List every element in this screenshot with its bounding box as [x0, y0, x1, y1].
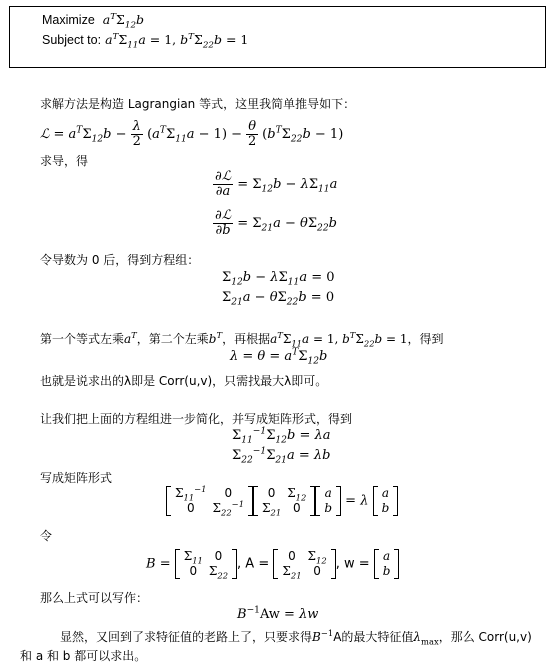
- cross-block-matrix: 0 $\Sigma_{12}$ $\Sigma_{21}$ 0: [253, 486, 315, 516]
- paragraph-rewrite: 那么上式可以写作：: [40, 591, 149, 605]
- lagrangian-equation: ℒ = $a^T\Sigma_{12}b$ − $\frac{\lambda}{2}$ $(a^T\Sigma_{11}a - 1)$ − $\frac{\theta}{2}$ $(b^T\Sigma_{22}b - 1)$: [40, 119, 344, 149]
- paragraph-conclusion-end: 和 a 和 b 都可以求出。: [20, 649, 147, 663]
- eigen-equation: $B^{-1}Aw = \lambda w$: [237, 605, 319, 622]
- maximize-line: Maximize $a^T\Sigma_{12}b$: [42, 11, 145, 31]
- problem-box: [9, 6, 546, 68]
- paragraph-intro: 求解方法是构造 Lagrangian 等式，这里我简单推导如下：: [40, 97, 356, 111]
- inverse-block-matrix: $\Sigma_{11}^{-1}$ 0 0 $\Sigma_{22}^{-1}$: [166, 486, 253, 516]
- system-equation-1: $\Sigma_{12}b - \lambda\Sigma_{11}a = 0$: [222, 270, 335, 288]
- b-matrix: $\Sigma_{11}$ 0 0 $\Sigma_{22}$: [175, 549, 237, 579]
- w-vector: a b: [374, 549, 400, 579]
- partial-b-equation: $\frac{\text{∂ℒ}}{\partial b}$ = $\Sigma_{21}a - \theta\Sigma_{22}b$: [215, 208, 337, 238]
- simplified-equation-1: $\Sigma_{11}^{-1}\Sigma_{12}b = \lambda a$: [232, 426, 331, 446]
- paragraph-corr: 也就是说求出的λ即是 Corr(u,v)，只需找最大λ即可。: [40, 374, 328, 388]
- partial-a-equation: $\frac{\text{∂ℒ}}{\partial a}$ = $\Sigma_{12}b - \lambda\Sigma_{11}a$: [215, 169, 338, 199]
- system-equation-2: $\Sigma_{21}a - \theta\Sigma_{22}b = 0$: [222, 290, 335, 308]
- paragraph-derivative: 求导，得: [40, 154, 89, 168]
- ab-vector: a b: [315, 486, 341, 516]
- paragraph-set-zero: 令导数为 0 后，得到方程组：: [40, 253, 200, 267]
- definition-equation: B = $\Sigma_{11}$ 0 0 $\Sigma_{22}$ , A = 0 $\Sigma_{12}$ $\Sigma_{21}$ 0 , w = a b: [146, 549, 399, 579]
- paragraph-conclusion: 显然，又回到了求特征值的老路上了，只要求得$B^{-1}A$的最大特征值$\lambda_{max}$，那么 Corr(u,v): [60, 628, 532, 647]
- paragraph-left-multiply: 第一个等式左乘$a^T$，第二个左乘$b^T$，再根据$a^T\Sigma_{11}a = 1$, $b^T\Sigma_{22}b = 1$，得到: [40, 330, 444, 349]
- lambda-theta-equation: $\lambda = \theta = a^T\Sigma_{12}b$: [230, 347, 328, 367]
- simplified-equation-2: $\Sigma_{22}^{-1}\Sigma_{21}a = \lambda b$: [232, 446, 331, 466]
- subject-to-line: Subject to: $a^T\Sigma_{11}a = 1$, $b^T\Sigma_{22}b = 1$: [42, 31, 249, 51]
- matrix-equation: $\Sigma_{11}^{-1}$ 0 0 $\Sigma_{22}^{-1}$ 0 $\Sigma_{12}$ $\Sigma_{21}$ 0 a b = λ a b: [166, 486, 398, 516]
- a-matrix: 0 $\Sigma_{12}$ $\Sigma_{21}$ 0: [273, 549, 335, 579]
- ab-vector-rhs: a b: [373, 486, 399, 516]
- paragraph-matrix-form: 写成矩阵形式: [40, 471, 113, 485]
- paragraph-let: 令: [40, 529, 53, 543]
- paragraph-simplify: 让我们把上面的方程组进一步简化，并写成矩阵形式，得到: [40, 412, 353, 426]
